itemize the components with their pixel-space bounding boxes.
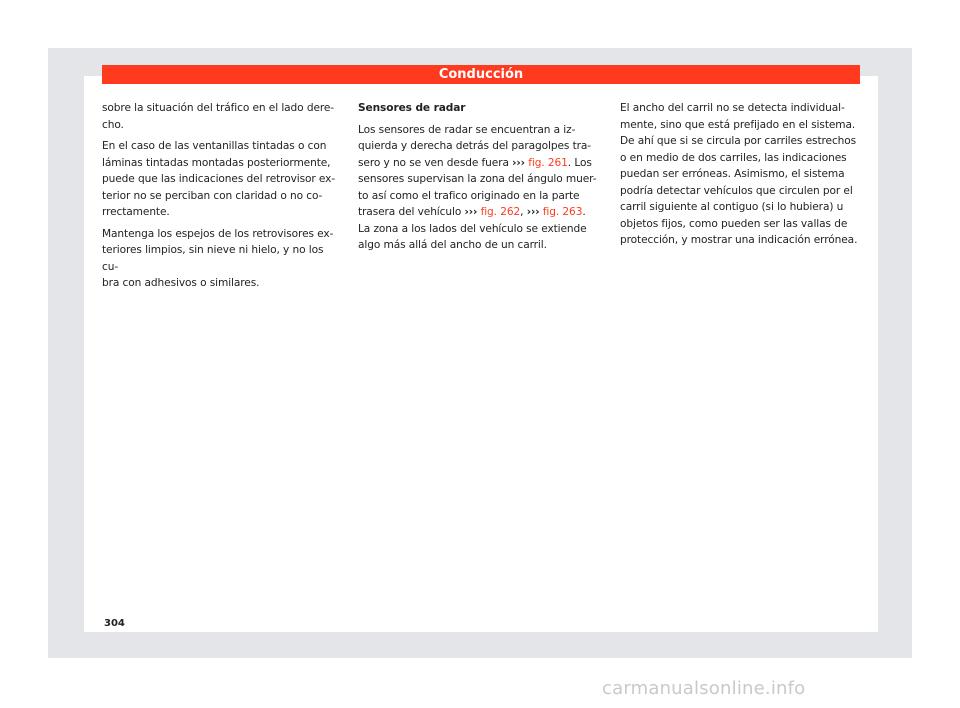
figure-link[interactable]: fig. 263 [542, 206, 583, 218]
watermark: carmanualsonline.info [602, 678, 806, 699]
paragraph-text: Los sensores de radar se encuentran a iz- quierda y derecha detrás del paragolpes tra- sero y no se ven desde fuera [358, 123, 592, 169]
page-number: 304 [104, 618, 125, 629]
figure-link[interactable]: fig. 262 [480, 206, 521, 218]
text-column-left [102, 100, 342, 297]
text-column-middle [358, 100, 598, 259]
paragraph-text: . Los sensores supervisan la zona del ángulo muer- to así como el trafico originado en la parte trasera del vehículo [358, 156, 597, 218]
figure-link[interactable]: fig. 261 [528, 156, 568, 169]
reference-arrow-icon: ››› [464, 206, 478, 218]
paragraph: En el caso de las ventanillas tintadas o con láminas tintadas montadas posteriormente, puede que las indicaciones del retrovisor ex- terior no se perciban con claridad o no co- rrectamente. [102, 140, 336, 218]
reference-arrow-icon: ››› [526, 206, 540, 218]
section-heading: Sensores de radar [358, 102, 466, 114]
section-header: Conducción [102, 65, 860, 84]
text-column-right [620, 100, 865, 254]
paragraph: Mantenga los espejos de los retrovisores ex- teriores limpios, sin nieve ni hielo, y no los cu- bra con adhesivos o similares. [102, 227, 334, 289]
paragraph-text: . La zona a los lados del vehículo se extiende algo más allá del ancho de un carril. [358, 206, 587, 251]
paragraph-text: , [520, 206, 527, 218]
paragraph: sobre la situación del tráfico en el lado dere- cho. [102, 102, 335, 131]
paragraph: El ancho del carril no se detecta individual- mente, sino que está prefijado en el sistema. De ahí que si se circula por carriles estrechos o en medio de dos carriles, las indicaciones puedan ser erróneas. Asimismo, el sistema podría detectar vehículos que circulen por el carril siguiente al contiguo (si lo hubiera) u objetos fijos, como pueden ser las vallas de protección, y mostrar una indicación errónea. [620, 102, 858, 246]
paragraph [358, 122, 598, 254]
reference-arrow-icon: ››› [512, 156, 525, 169]
